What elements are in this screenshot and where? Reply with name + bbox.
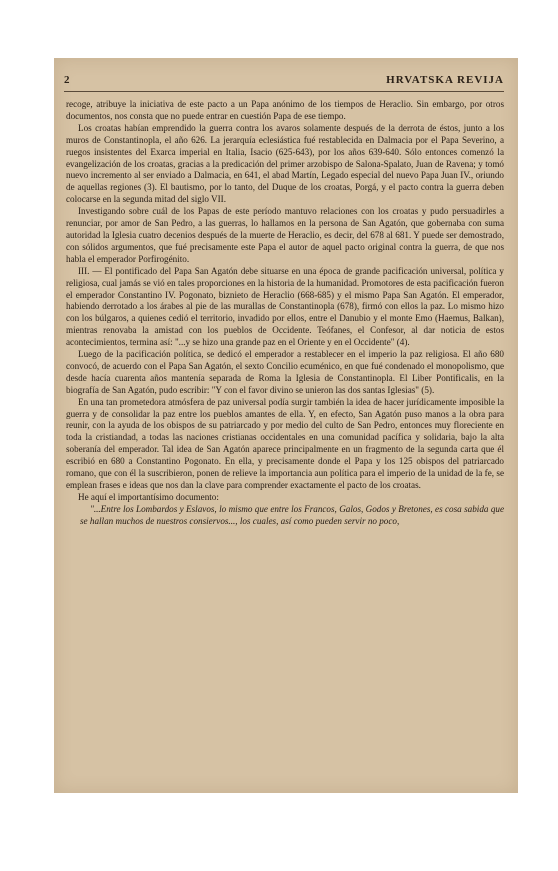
running-header xyxy=(64,74,504,88)
header-rule xyxy=(64,91,504,92)
page-sheet xyxy=(54,58,518,793)
page-number: 2 xyxy=(64,74,70,86)
paragraph-4: III. — El pontificado del Papa San Agatón debe situarse en una época de grande pacificación universal, política y religiosa, cual jamás se vió en tales proporciones en la historia de la humanidad. Promotores de esta pacificación fueron el emperador Constantino IV. Pogonato, biznieto de Heraclio (668-685) y el mismo Papa San Agatón. El emperador, habiendo derrotado a los árabes al pie de las murallas de Constantinopla (678), firmó con ellos la paz. Lo mismo hizo con los búlgaros, a quienes cedió el territorio, invadido por ellos, entre el Danubio y el monte Emo (Haemus, Balkan), mientras renovaba la amistad con los pueblos de Occidente. Teófanes, el Confesor, al dar noticia de estos acontecimientos, termina así: "...y se hizo una grande paz en el Oriente y en el Occidente" (4). xyxy=(66,265,504,348)
paragraph-1: recoge, atribuye la iniciativa de este pacto a un Papa anónimo de los tiempos de Heraclio. Sin embargo, por otros documentos, nos consta que no puede entrar en cuestión Papa de ese tiempo. xyxy=(66,99,504,121)
quoted-document: "...Entre los Lombardos y Eslavos, lo mismo que entre los Francos, Galos, Godos y Bretones, es cosa sabida que se hallan muchos de nuestros consiervos..., los cuales, así como pueden servir no poco, xyxy=(80,503,504,526)
paragraph-2: Los croatas habían emprendido la guerra contra los avaros solamente después de la derrota de éstos, junto a los muros de Constantinopla, el año 626. La jerarquía eclesiástica fué restablecida en Dalmacia por el Papa Severino, a ruegos insistentes del Exarca imperial en Italia, Isacio (625-643), por los años 639-640. Sólo entonces comenzó la evangelización de los croatas, gracias a la predicación del primer arzobispo de Salona-Spalato, Juan de Ravena; y tomó nuevo incremento al ser enviado a Dalmacia, en 641, el abad Martín, Legado especial del nuevo Papa Juan IV., oriundo de aquellas regiones (3). El bautismo, por lo tanto, del Duque de los croatas, Porgá, y el pacto contra la guerra deben colocarse en la segunda mitad del siglo VII. xyxy=(66,122,504,205)
paragraph-5: Luego de la pacificación política, se dedicó el emperador a restablecer en el imperio la paz religiosa. El año 680 convocó, de acuerdo con el Papa San Agatón, el sexto Concilio ecuménico, en que fué condenado el monopolismo, que desde hacía cuarenta años mantenía separada de Roma la Iglesia de Constantinopla. El Liber Pontificalis, en la biografía de San Agatón, pudo escribir: "Y con el favor divino se unieron las dos santas Iglesias" (5). xyxy=(66,349,504,395)
running-title: HRVATSKA REVIJA xyxy=(386,74,504,86)
paragraph-6: En una tan prometedora atmósfera de paz universal podía surgir también la idea de hacer jurídicamente imposible la guerra y de consolidar la paz entre los pueblos amantes de ella. Y, en efecto, San Agatón puso manos a la obra para reunir, con la ayuda de los obispos de su patriarcado y por medio del culto de San Pedro, entonces muy floreciente en toda la cristiandad, a todas las naciones cristianas occidentales en una comunidad pacífica y solidaria, bajo la alta soberanía del emperador. Tal idea de San Agatón aparece principalmente en un fragmento de la segunda carta que él escribió en 680 a Constantino Pogonato. En ella, y precisamente donde el Papa y los 125 obispos del patriarcado romano, que con él la suscribieron, ponen de relieve la importancia aun política para el imperio de la unidad de la fe, se emplean frases e ideas que nos dan la clave para comprender exactamente el pacto de los croatas. xyxy=(66,396,504,490)
paragraph-3: Investigando sobre cuál de los Papas de este período mantuvo relaciones con los croatas y pudo persuadirles a renunciar, por amor de San Pedro, a las guerras, lo hallamos en la persona de San Agatón, que gobernaba con suma autoridad la Iglesia cuatro decenios después de la muerte de Heraclio, es decir, del 678 al 681. Y puede ser demostrado, con sólidos argumentos, que fué precisamente este Papa el autor de aquel pacto original contra la guerra, de que nos habla el emperador Porfirogénito. xyxy=(66,206,504,264)
paragraph-7: He aquí el importantísimo documento: xyxy=(78,491,219,502)
article-body xyxy=(66,99,504,528)
